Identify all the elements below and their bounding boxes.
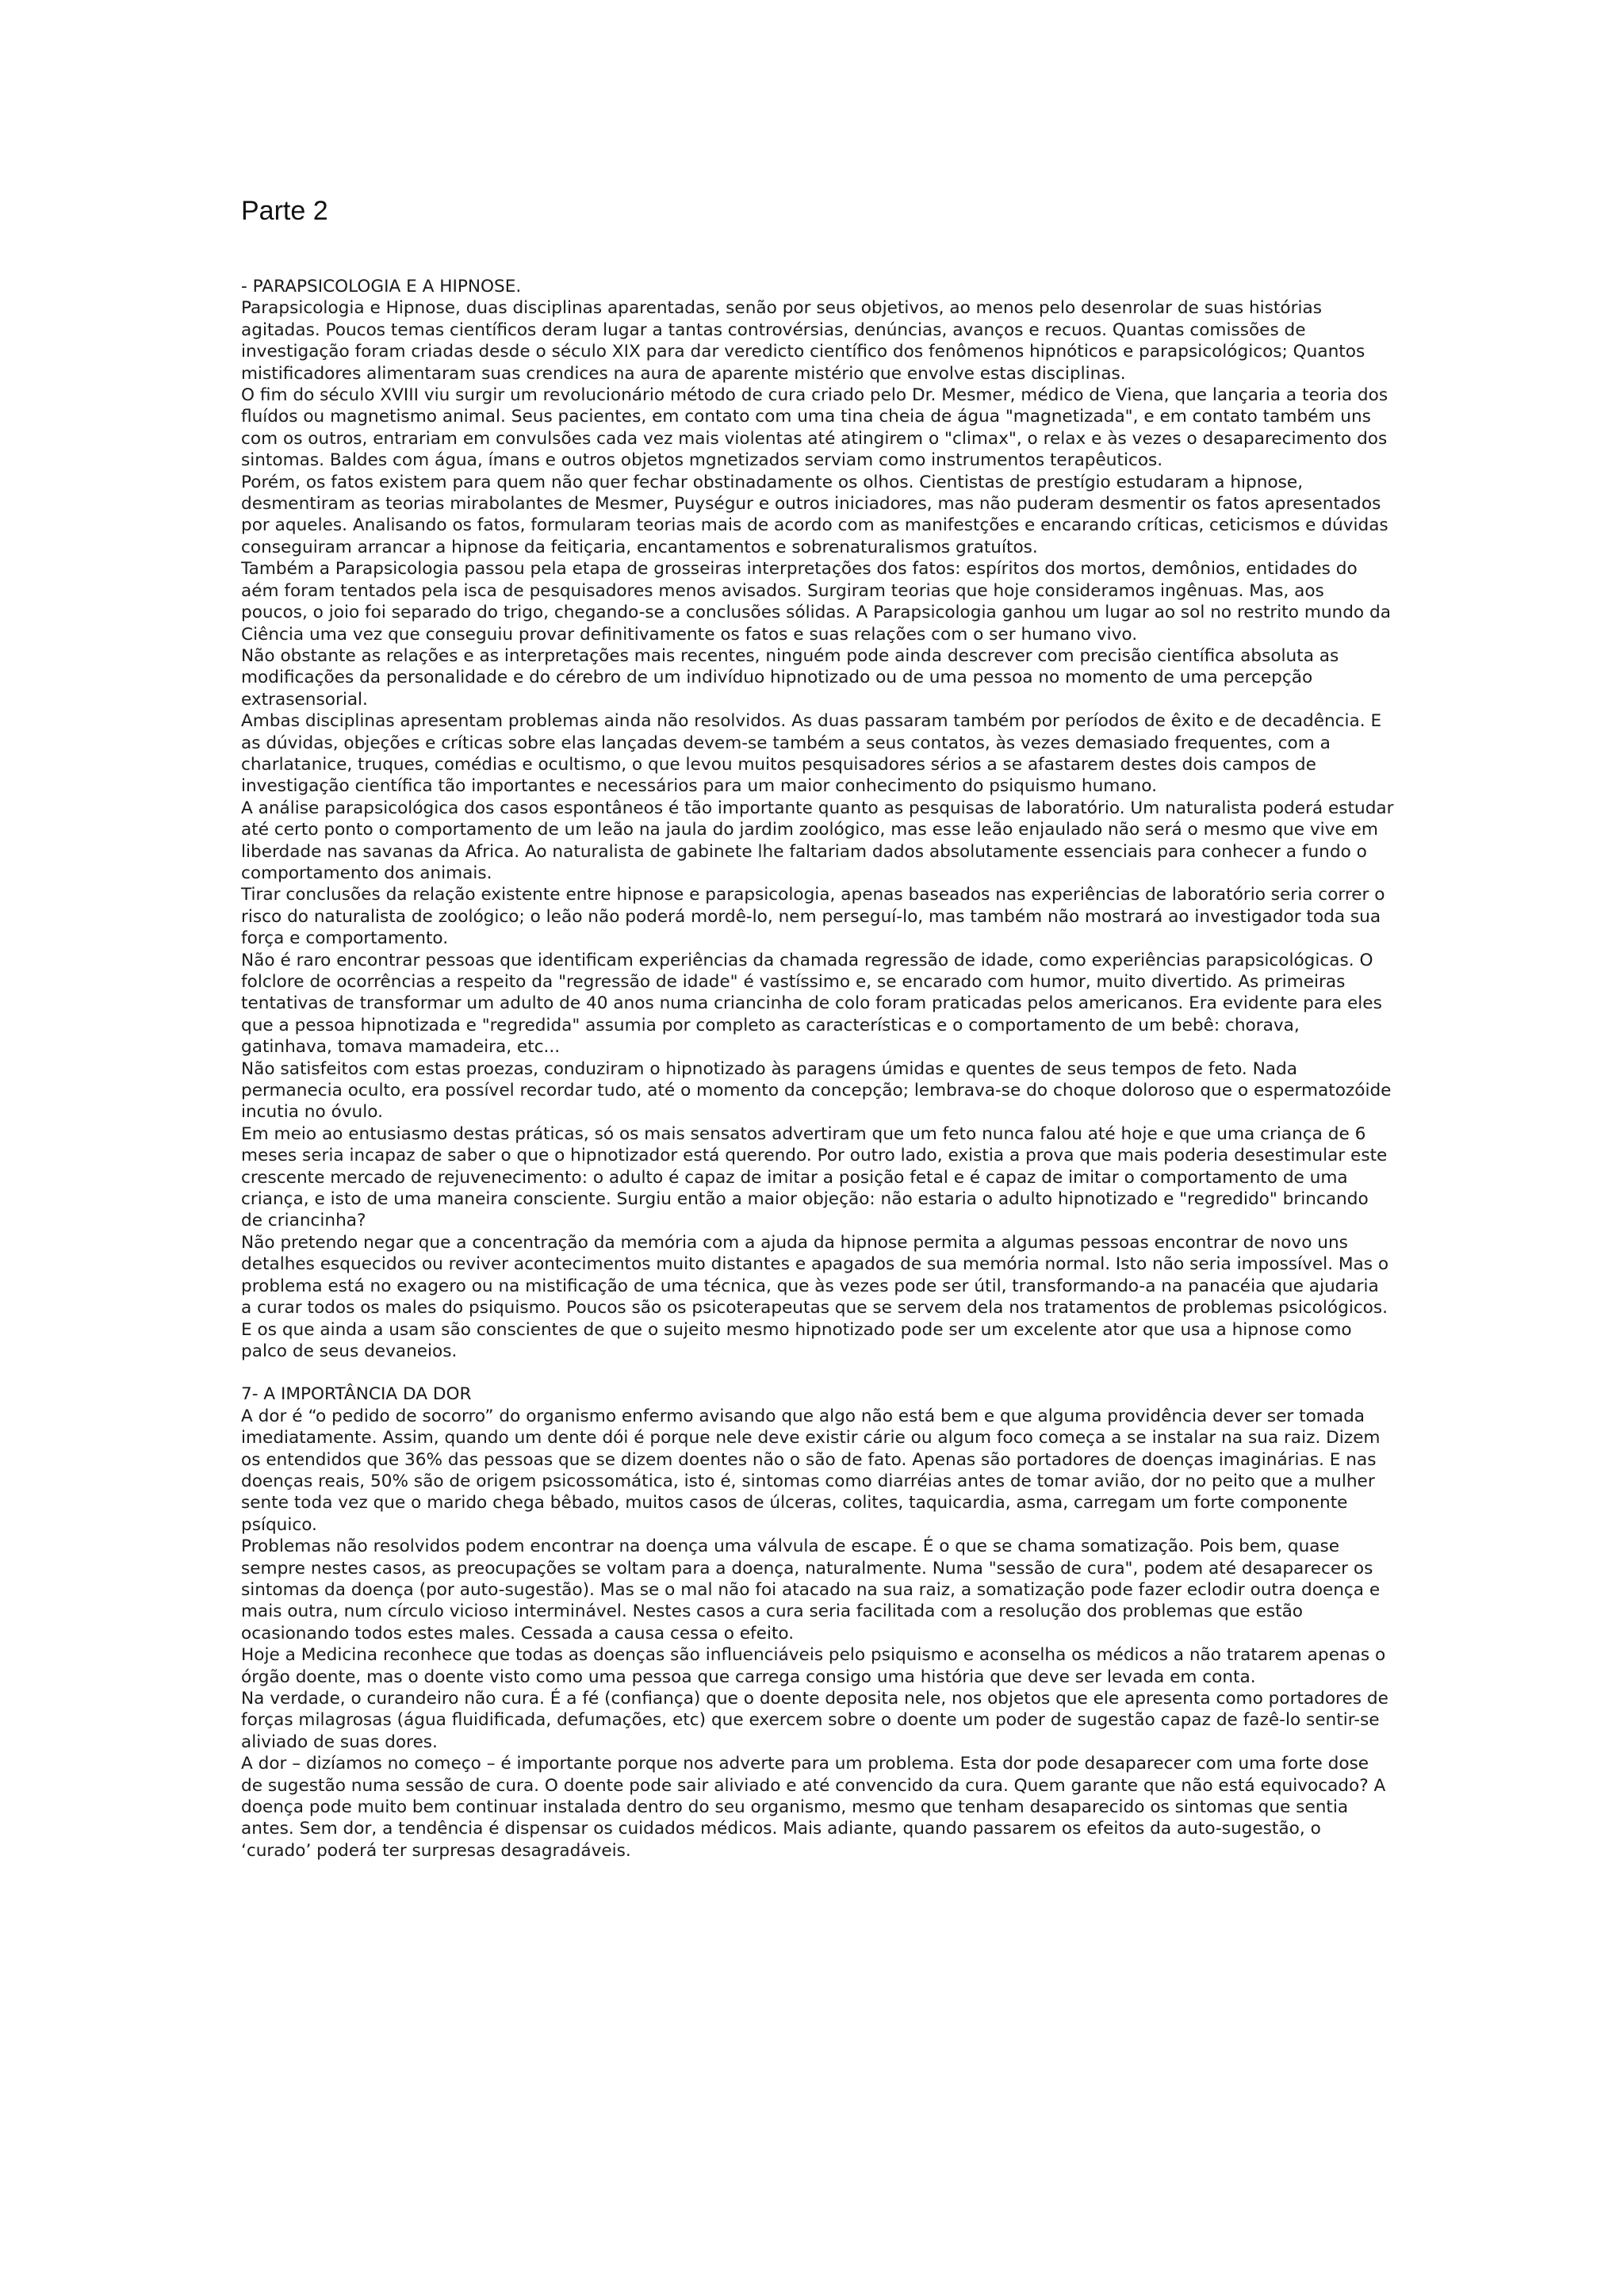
paragraph: Hoje a Medicina reconhece que todas as doenças são influenciáveis pelo psiquismo e aconselha os médicos a não tratarem apenas o órgão doente, mas o doente visto como uma pessoa que carrega consigo uma história que deve ser levada em conta. — [241, 1645, 1386, 1687]
paragraph: Tirar conclusões da relação existente entre hipnose e parapsicologia, apenas baseados nas experiências de laboratório seria correr o risco do naturalista de zoológico; o leão não poderá mordê-lo, nem perseguí-lo, mas também não mostrará ao investigador toda sua força e comportamento. — [241, 885, 1385, 949]
section-importancia-da-dor — [241, 1383, 1394, 1862]
section-parapsicologia-hipnose — [241, 276, 1394, 1362]
section-title: 7- A IMPORTÂNCIA DA DOR — [241, 1384, 472, 1405]
paragraph: Parapsicologia e Hipnose, duas disciplinas aparentadas, senão por seus objetivos, ao menos pelo desenrolar de suas histórias agitadas. Poucos temas científicos deram lugar a tantas controvérsias, denúncias, avanços e recuos. Quantas comissões de investigação foram criadas desde o século XIX para dar veredicto científico dos fenômenos hipnóticos e parapsicológicos; Quantos mistificadores alimentaram suas crendices na aura de aparente mistério que envolve estas disciplinas. — [241, 298, 1365, 384]
paragraph: A dor é “o pedido de socorro” do organismo enfermo avisando que algo não está bem e que alguma providência dever ser tomada imediatamente. Assim, quando um dente dói é porque nele deve existir cárie ou algum foco começa a se instalar na sua raiz. Dizem os entendidos que 36% das pessoas que se dizem doentes não o são de fato. Apenas são portadores de doenças imaginárias. E nas doenças reais, 50% são de origem psicossomática, isto é, sintomas como diarréias antes de tomar avião, dor no peito que a mulher sente toda vez que o marido chega bêbado, muitos casos de úlceras, colites, taquicardia, asma, carregam um forte componente psíquico. — [241, 1406, 1381, 1535]
document-page — [241, 193, 1394, 1862]
paragraph: Não pretendo negar que a concentração da memória com a ajuda da hipnose permita a algumas pessoas encontrar de novo uns detalhes esquecidos ou reviver acontecimentos muito distantes e apagados de sua memória normal. Isto não seria impossível. Mas o problema está no exagero ou na mistificação de uma técnica, que às vezes pode ser útil, transformando-a na panacéia que ajudaria a curar todos os males do psiquismo. Poucos são os psicoterapeutas que se servem dela nos tratamentos de problemas psicológicos. E os que ainda a usam são conscientes de que o sujeito mesmo hipnotizado pode ser um excelente ator que usa a hipnose como palco de seus devaneios. — [241, 1232, 1389, 1361]
paragraph: Em meio ao entusiasmo destas práticas, só os mais sensatos advertiram que um feto nunca falou até hoje e que uma criança de 6 meses seria incapaz de saber o que o hipnotizador está querendo. Por outro lado, existia a prova que mais poderia desestimular este crescente mercado de rejuvenecimento: o adulto é capaz de imitar a posição fetal e é capaz de imitar o comportamento de uma criança, e isto de uma maneira consciente. Surgiu então a maior objeção: não estaria o adulto hipnotizado e "regredido" brincando de criancinha? — [241, 1123, 1388, 1231]
section-title: - PARAPSICOLOGIA E A HIPNOSE. — [241, 277, 522, 297]
paragraph: Problemas não resolvidos podem encontrar na doença uma válvula de escape. É o que se chama somatização. Pois bem, quase sempre nestes casos, as preocupações se voltam para a doença, naturalmente. Numa "sessão de cura", podem até desaparecer os sintomas da doença (por auto-sugestão). Mas se o mal não foi atacado na sua raiz, a somatização pode fazer eclodir outra doença e mais outra, num círculo vicioso interminável. Nestes casos a cura seria facilitada com a resolução dos problemas que estão ocasionando todos estes males. Cessada a causa cessa o efeito. — [241, 1536, 1381, 1644]
paragraph: Ambas disciplinas apresentam problemas ainda não resolvidos. As duas passaram também por períodos de êxito e de decadência. E as dúvidas, objeções e críticas sobre elas lançadas devem-se também a seus contatos, às vezes demasiado frequentes, com a charlatanice, truques, comédias e ocultismo, o que levou muitos pesquisadores sérios a se afastarem destes dois campos de investigação científica tão importantes e necessários para um maior conhecimento do psiquismo humano. — [241, 711, 1382, 797]
page-title: Parte 2 — [241, 196, 328, 226]
paragraph: Porém, os fatos existem para quem não quer fechar obstinadamente os olhos. Cientistas de prestígio estudaram a hipnose, desmentiram as teorias mirabolantes de Mesmer, Puységur e outros iniciadores, mas não puderam desmentir os fatos apresentados por aqueles. Analisando os fatos, formularam teorias mais de acordo com as manifestções e encarando críticas, ceticismos e dúvidas conseguiram arrancar a hipnose da feitiçaria, encantamentos e sobrenaturalismos gratuítos. — [241, 472, 1388, 557]
paragraph: A dor – dizíamos no começo – é importante porque nos adverte para um problema. Esta dor pode desaparecer com uma forte dose de sugestão numa sessão de cura. O doente pode sair aliviado e até convencido da cura. Quem garante que não está equivocado? A doença pode muito bem continuar instalada dentro do seu organismo, mesmo que tenham desaparecido os sintomas que sentia antes. Sem dor, a tendência é dispensar os cuidados médicos. Mais adiante, quando passarem os efeitos da auto-sugestão, o ‘curado’ poderá ter surpresas desagradáveis. — [241, 1754, 1386, 1861]
paragraph: A análise parapsicológica dos casos espontâneos é tão importante quanto as pesquisas de laboratório. Um naturalista poderá estudar até certo ponto o comportamento de um leão na jaula do jardim zoológico, mas esse leão enjaulado não será o mesmo que vive em liberdade nas savanas da Africa. Ao naturalista de gabinete lhe faltariam dados absolutamente essenciais para conhecer a fundo o comportamento dos animais. — [241, 798, 1394, 883]
paragraph: Não obstante as relações e as interpretações mais recentes, ninguém pode ainda descrever com precisão científica absoluta as modificações da personalidade e do cérebro de um indivíduo hipnotizado ou de uma pessoa no momento de uma percepção extrasensorial. — [241, 645, 1339, 710]
paragraph: Na verdade, o curandeiro não cura. É a fé (confiança) que o doente deposita nele, nos objetos que ele apresenta como portadores de forças milagrosas (água fluidificada, defumações, etc) que exercem sobre o doente um poder de sugestão capaz de fazê-lo sentir-se aliviado de suas dores. — [241, 1689, 1388, 1752]
paragraph: O fim do século XVIII viu surgir um revolucionário método de cura criado pelo Dr. Mesmer, médico de Viena, que lançaria a teoria dos fluídos ou magnetismo animal. Seus pacientes, em contato com uma tina cheia de água "magnetizada", e em contato também uns com os outros, entrariam em convulsões cada vez mais violentas até atingirem o "climax", o relax e às vezes o desaparecimento dos sintomas. Baldes com água, ímans e outros objetos mgnetizados serviam como instrumentos terapêuticos. — [241, 385, 1388, 471]
paragraph: Também a Parapsicologia passou pela etapa de grosseiras interpretações dos fatos: espíritos dos mortos, demônios, entidades do aém foram tentados pela isca de pesquisadores menos avisados. Surgiram teorias que hoje consideramos ingênuas. Mas, aos poucos, o joio foi separado do trigo, chegando-se a conclusões sólidas. A Parapsicologia ganhou um lugar ao sol no restrito mundo da Ciência uma vez que conseguiu provar definitivamente os fatos e suas relações com o ser humano vivo. — [241, 559, 1391, 645]
paragraph: Não satisfeitos com estas proezas, conduziram o hipnotizado às paragens úmidas e quentes de seus tempos de feto. Nada permanecia oculto, era possível recordar tudo, até o momento da concepção; lembrava-se do choque doloroso que o espermatozóide incutia no óvulo. — [241, 1058, 1392, 1123]
paragraph: Não é raro encontrar pessoas que identificam experiências da chamada regressão de idade, como experiências parapsicológicas. O folclore de ocorrências a respeito da "regressão de idade" é vastíssimo e, se encarado com humor, muito divertido. As primeiras tentativas de transformar um adulto de 40 anos numa criancinha de colo foram praticadas pelos americanos. Era evidente para eles que a pessoa hipnotizada e "regredida" assumia por completo as características e o comportamento de um bebê: chorava, gatinhava, tomava mamadeira, etc... — [241, 950, 1382, 1058]
